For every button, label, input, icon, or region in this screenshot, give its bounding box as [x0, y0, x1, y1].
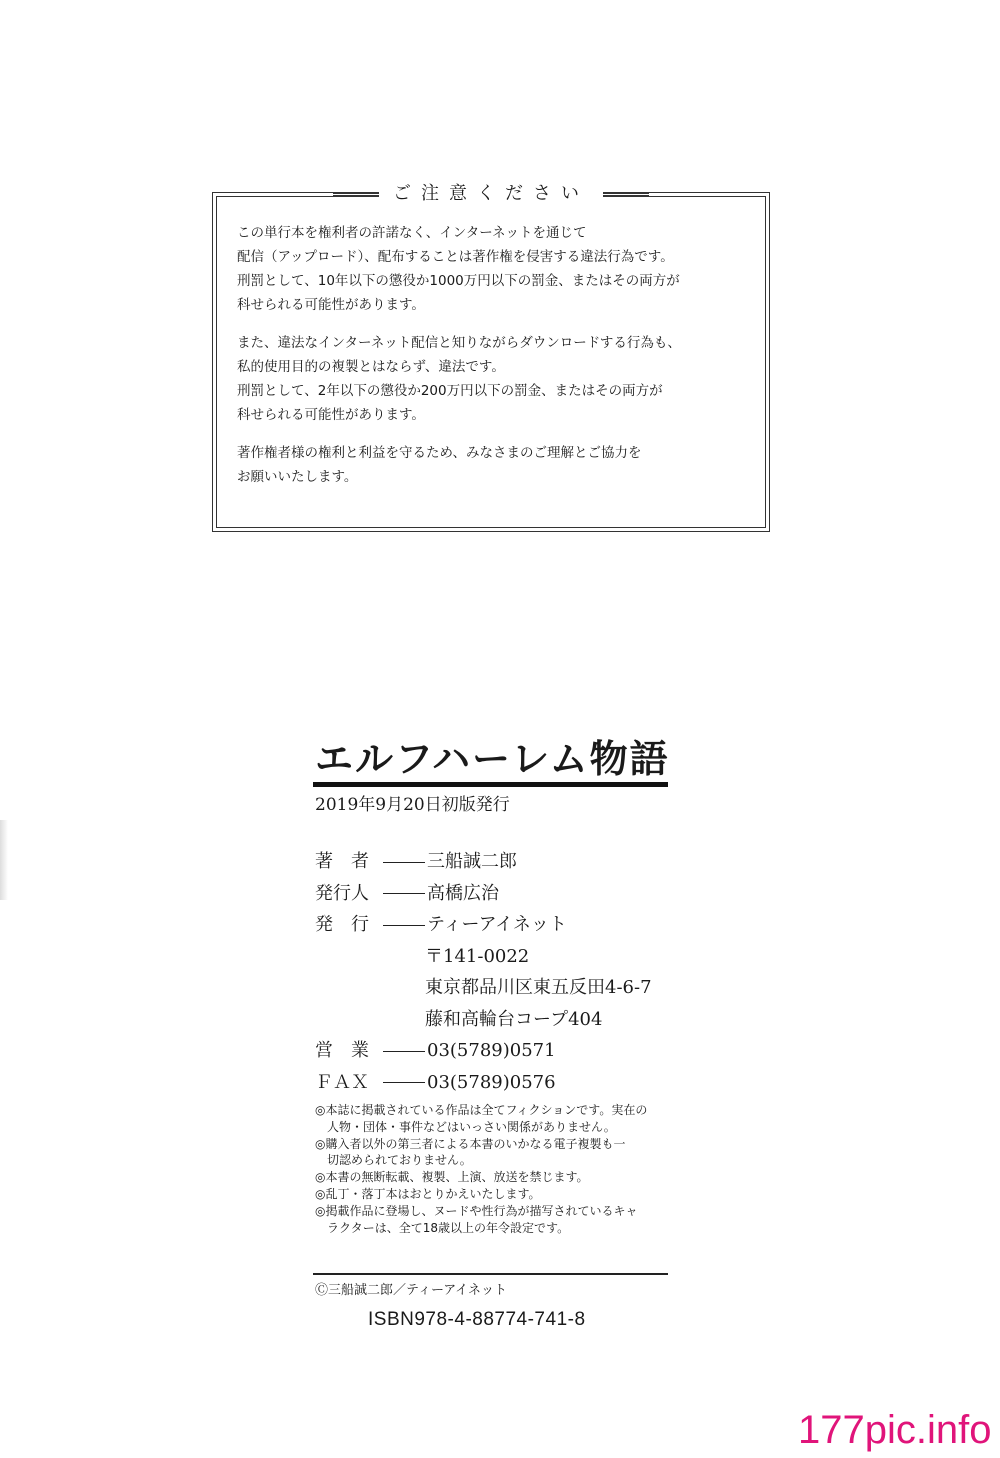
- notice-box: [212, 183, 770, 532]
- publisher-person-row: [315, 878, 652, 910]
- colophon: [315, 846, 652, 1098]
- dash-rule: [383, 925, 425, 926]
- notice-heading: ご注意ください: [379, 179, 603, 205]
- postal-code: 〒141-0022: [425, 945, 530, 967]
- publisher-person-label: 発行人: [315, 882, 369, 904]
- sales-label: 営 業: [315, 1040, 369, 1061]
- notice-paragraph-2: [237, 331, 755, 427]
- title-rule: [313, 782, 668, 787]
- publisher-label: 発 行: [315, 914, 369, 935]
- book-title: エルフハーレム物語: [315, 737, 670, 781]
- notice-line: お願いいたします。: [237, 469, 358, 485]
- author-label: 著 者: [315, 851, 369, 872]
- address-line-1: 東京都品川区東五反田4-6-7: [425, 977, 652, 998]
- notice-paragraph-1: [237, 221, 755, 317]
- notice-line: 刑罰として、10年以下の懲役か1000万円以下の罰金、またはその両方が: [237, 273, 680, 289]
- legal-notes: [315, 1102, 647, 1236]
- copyright-line: Ⓒ三船誠二郎／ティーアイネット: [315, 1283, 508, 1298]
- notice-line: 科せられる可能性があります。: [237, 297, 425, 313]
- dash-rule: [383, 1051, 425, 1052]
- publisher-name: ティーアイネット: [427, 914, 567, 935]
- notice-line: また、違法なインターネット配信と知りながらダウンロードする行為も、: [237, 335, 681, 351]
- author-row: [315, 846, 652, 878]
- note-line: 人物・団体・事件などはいっさい関係がありません。: [315, 1119, 616, 1134]
- edition-date: 2019年9月20日初版発行: [315, 795, 510, 815]
- dash-rule: [383, 893, 425, 894]
- author-name: 三船誠二郎: [427, 851, 517, 872]
- notice-line: この単行本を権利者の許諾なく、インターネットを通じて: [237, 225, 587, 241]
- notice-line: 私的使用目的の複製とはならず、違法です。: [237, 359, 505, 375]
- notice-line: 配信（アップロード）、配布することは著作権を侵害する違法行為です。: [237, 249, 674, 265]
- notice-line: 刑罰として、2年以下の懲役か200万円以下の罰金、またはその両方が: [237, 383, 663, 399]
- notice-line: 著作権者様の権利と利益を守るため、みなさまのご理解とご協力を: [237, 445, 642, 461]
- publisher-person-name: 高橋広治: [427, 882, 499, 904]
- dash-rule: [383, 1082, 425, 1083]
- notice-body: [237, 221, 755, 503]
- note-line: ◎本誌に掲載されている作品は全てフィクションです。実在の: [315, 1103, 648, 1117]
- notice-line: 科せられる可能性があります。: [237, 407, 425, 423]
- note-line: ◎購入者以外の第三者による本書のいかなる電子複製も一: [315, 1136, 626, 1151]
- notice-heading-bar: [213, 179, 769, 205]
- note-line: ◎掲載作品に登場し、ヌードや性行為が描写されているキャ: [315, 1203, 638, 1218]
- sales-phone: 03(5789)0571: [427, 1040, 556, 1061]
- notice-paragraph-3: [237, 441, 755, 489]
- address-line-2: 藤和高輪台コープ404: [425, 1008, 603, 1030]
- notes-rule: [313, 1273, 668, 1275]
- fax-label: ＦＡＸ: [315, 1071, 369, 1093]
- sales-row: [315, 1035, 652, 1067]
- isbn: ISBN978-4-88774-741-8: [368, 1309, 586, 1330]
- note-line: ◎乱丁・落丁本はおとりかえいたします。: [315, 1186, 541, 1201]
- note-line: ラクターは、全て18歳以上の年令設定です。: [315, 1220, 570, 1235]
- fax-row: [315, 1067, 652, 1099]
- scan-edge-shadow: [0, 820, 8, 900]
- note-line: ◎本書の無断転載、複製、上演、放送を禁じます。: [315, 1170, 589, 1185]
- dash-rule: [383, 862, 425, 863]
- site-watermark: 177pic.info: [798, 1408, 992, 1452]
- note-line: 切認められておりません。: [315, 1153, 472, 1168]
- fax-number: 03(5789)0576: [427, 1071, 556, 1093]
- publisher-row: [315, 909, 652, 941]
